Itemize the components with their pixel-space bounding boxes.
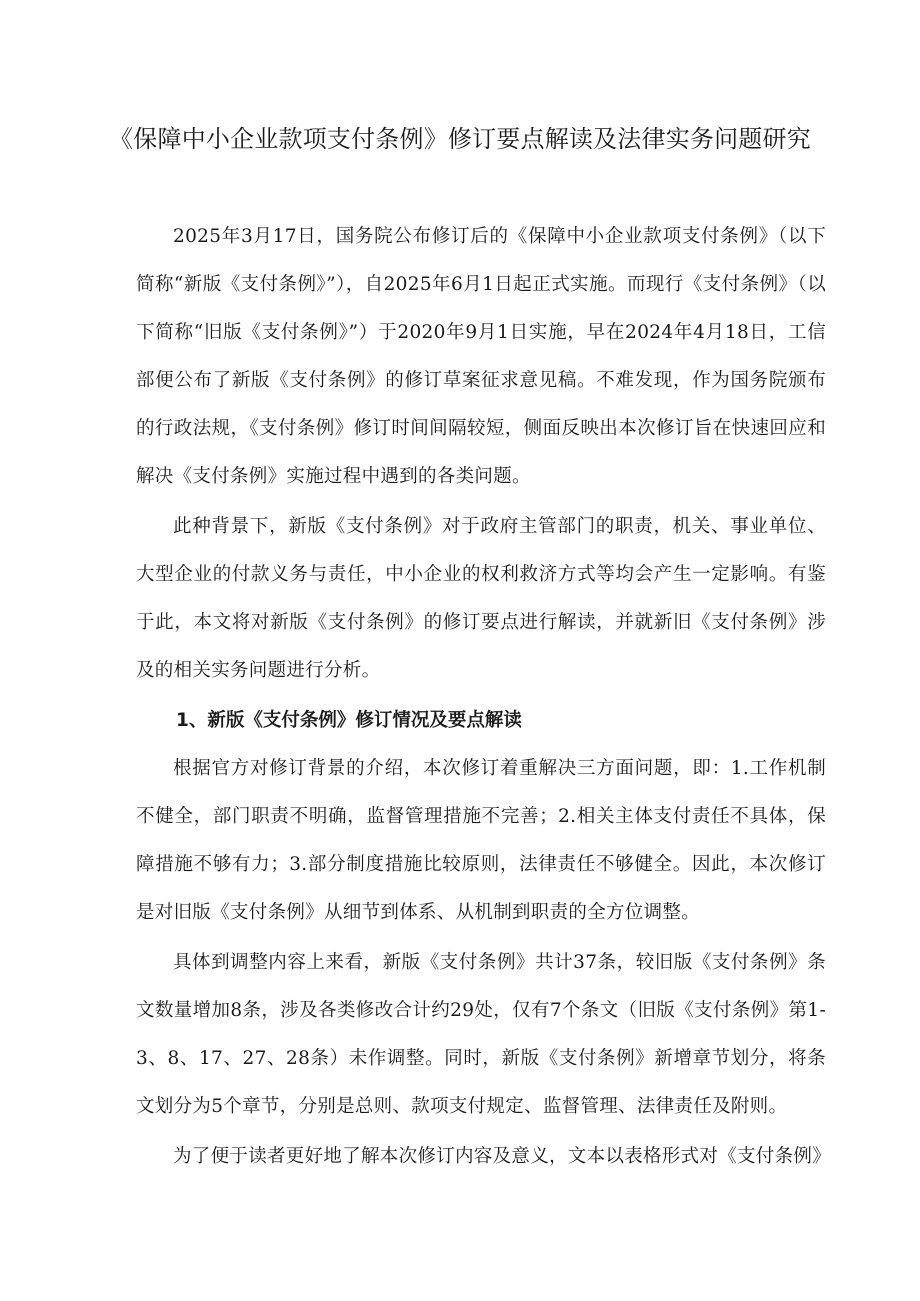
paragraph-revision-content: 具体到调整内容上来看，新版《支付条例》共计37条，较旧版《支付条例》条文数量增加8条，涉及各类修改合计约29处，仅有7个条文（旧版《支付条例》第1-3、8、17、27、28条）未作调整。同时，新版《支付条例》新增章节划分，将条文划分为5个章节，分别是总则、款项支付规定、监督管理、法律责任及附则。 <box>136 952 826 1117</box>
document-body <box>136 213 832 1181</box>
section-heading: 1、新版《支付条例》修订情况及要点解读 <box>176 710 522 731</box>
document-title: 《保障中小企业款项支付条例》修订要点解读及法律实务问题研究 <box>109 125 811 153</box>
paragraph-intro: 2025年3月17日，国务院公布修订后的《保障中小企业款项支付条例》（以下简称“新版《支付条例》”），自2025年6月1日起正式实施。而现行《支付条例》（以下简称“旧版《支付条例》”）于2020年9月1日实施，早在2024年4月18日，工信部便公布了新版《支付条例》的修订草案征求意见稿。不难发现，作为国务院颁布的行政法规，《支付条例》修订时间间隔较短，侧面反映出本次修订旨在快速回应和解决《支付条例》实施过程中遇到的各类问题。 <box>136 226 826 487</box>
paragraph-revision-background: 根据官方对修订背景的介绍，本次修订着重解决三方面问题，即：1.工作机制不健全，部门职责不明确，监督管理措施不完善；2.相关主体支付责任不具体，保障措施不够有力；3.部分制度措施比较原则，法律责任不够健全。因此，本次修订是对旧版《支付条例》从细节到体系、从机制到职责的全方位调整。 <box>136 758 826 923</box>
paragraph-background: 此种背景下，新版《支付条例》对于政府主管部门的职责，机关、事业单位、大型企业的付款义务与责任，中小企业的权利救济方式等均会产生一定影响。有鉴于此，本文将对新版《支付条例》的修订要点进行解读，并就新旧《支付条例》涉及的相关实务问题进行分析。 <box>136 516 826 681</box>
paragraph-table-intro: 为了便于读者更好地了解本次修订内容及意义，文本以表格形式对《支付条例》 <box>173 1146 832 1167</box>
